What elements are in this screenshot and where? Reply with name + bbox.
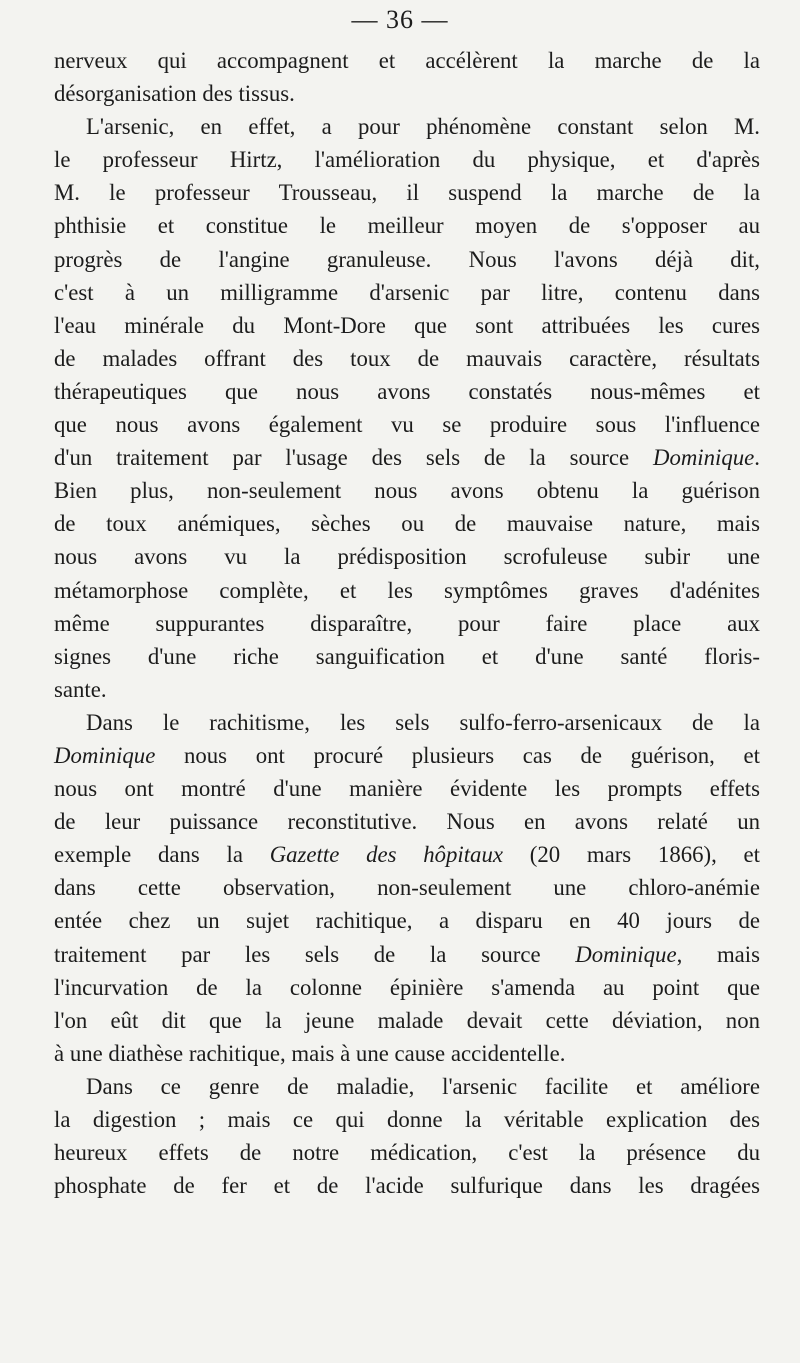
text-line [54, 1004, 760, 1037]
text-line [54, 574, 760, 607]
text-segment: progrès de l'angine granuleuse. Nous l'avons déjà dit, [54, 246, 760, 272]
text-line [54, 1169, 760, 1202]
italic-text: Dominique [575, 941, 677, 967]
text-segment: c'est à un milligramme d'arsenic par litre, contenu dans [54, 279, 760, 305]
italic-text: Dominique [54, 742, 156, 768]
text-segment: métamorphose complète, et les symptômes graves d'adénites [54, 577, 760, 603]
text-segment: le professeur Hirtz, l'amélioration du physique, et d'après [54, 147, 760, 173]
text-segment: Dans le rachitisme, les sels sulfo-ferro-arsenicaux de la [86, 709, 760, 735]
text-line [54, 838, 760, 871]
text-line [54, 540, 760, 573]
text-segment: phosphate de fer et de l'acide sulfurique dans les dragées [54, 1173, 760, 1199]
text-segment: Bien plus, non-seulement nous avons obtenu la guérison [54, 478, 760, 504]
text-line [54, 673, 760, 706]
text-segment: nerveux qui accompagnent et accélèrent la marche de la [54, 48, 760, 73]
text-line [54, 77, 760, 110]
text-segment: heureux effets de notre médication, c'est la présence du [54, 1140, 760, 1166]
text-line [54, 176, 760, 209]
text-line [54, 640, 760, 673]
italic-text: Dominique [652, 445, 755, 471]
text-segment: l'incurvation de la colonne épinière s'amenda au point que [54, 974, 760, 1000]
text-segment: , mais [676, 941, 760, 967]
text-segment: l'eau minérale du Mont-Dore que sont attribuées les cures [54, 312, 760, 338]
text-line [54, 805, 760, 838]
text-segment: nous ont montré d'une manière évidente les prompts effets [54, 776, 760, 802]
text-line [54, 1070, 760, 1103]
text-line [54, 276, 760, 309]
page-number: — 36 — [351, 5, 449, 34]
text-line [54, 375, 760, 408]
text-line [54, 507, 760, 540]
text-line [54, 342, 760, 375]
text-line [54, 1037, 760, 1070]
text-segment: même suppurantes disparaître, pour faire place aux [54, 610, 760, 636]
text-segment: entée chez un sujet rachitique, a disparu en 40 jours de [54, 908, 760, 934]
text-line [54, 739, 760, 772]
text-segment: la digestion ; mais ce qui donne la véritable explication des [54, 1107, 760, 1132]
text-segment: dans cette observation, non-seulement une chloro-anémie [54, 875, 760, 901]
text-line [54, 871, 760, 904]
text-segment: d'un traitement par l'usage des sels de la source [54, 445, 653, 471]
text-line [54, 243, 760, 276]
text-segment: de malades offrant des toux de mauvais caractère, résultats [54, 345, 760, 371]
body-text [54, 44, 760, 1202]
text-line [54, 706, 760, 739]
text-line [54, 938, 760, 971]
text-segment: l'on eût dit que la jeune malade devait cette déviation, non [54, 1007, 760, 1033]
text-segment: nous ont procuré plusieurs cas de guérison, et [155, 742, 760, 768]
text-line [54, 904, 760, 937]
text-segment: Dans ce genre de maladie, l'arsenic facilite et améliore [86, 1073, 760, 1099]
text-segment: phthisie et constitue le meilleur moyen de s'opposer au [54, 213, 760, 239]
text-segment: nous avons vu la prédisposition scrofuleuse subir une [54, 544, 760, 570]
text-segment: de leur puissance reconstitutive. Nous en avons relaté un [54, 809, 760, 835]
text-segment: (20 mars 1866), et [502, 842, 760, 868]
text-line [54, 1136, 760, 1169]
text-segment: traitement par les sels de la source [54, 941, 576, 967]
text-segment: exemple dans la [54, 842, 270, 868]
text-line [54, 772, 760, 805]
text-line [54, 1103, 760, 1136]
text-segment: de toux anémiques, sèches ou de mauvaise nature, mais [54, 511, 760, 537]
text-line [54, 143, 760, 176]
text-segment: signes d'une riche sanguification et d'une santé floris- [54, 643, 760, 669]
text-segment: sante. [54, 676, 107, 702]
text-segment: à une diathèse rachitique, mais à une cause accidentelle. [54, 1040, 566, 1066]
text-line [54, 971, 760, 1004]
text-line [54, 209, 760, 242]
text-line [54, 441, 760, 474]
italic-text: Gazette des hôpitaux [269, 842, 503, 868]
text-line [54, 44, 760, 77]
text-line [54, 408, 760, 441]
text-segment: que nous avons également vu se produire sous l'influence [54, 412, 760, 438]
text-line [54, 110, 760, 143]
text-segment: M. le professeur Trousseau, il suspend la marche de la [54, 180, 760, 206]
text-segment: désorganisation des tissus. [54, 81, 295, 107]
text-line [54, 607, 760, 640]
text-line [54, 309, 760, 342]
text-segment: thérapeutiques que nous avons constatés nous-mêmes et [54, 378, 760, 404]
text-line [54, 474, 760, 507]
text-segment: L'arsenic, en effet, a pour phénomène constant selon M. [86, 114, 760, 140]
text-segment: . [754, 445, 760, 471]
